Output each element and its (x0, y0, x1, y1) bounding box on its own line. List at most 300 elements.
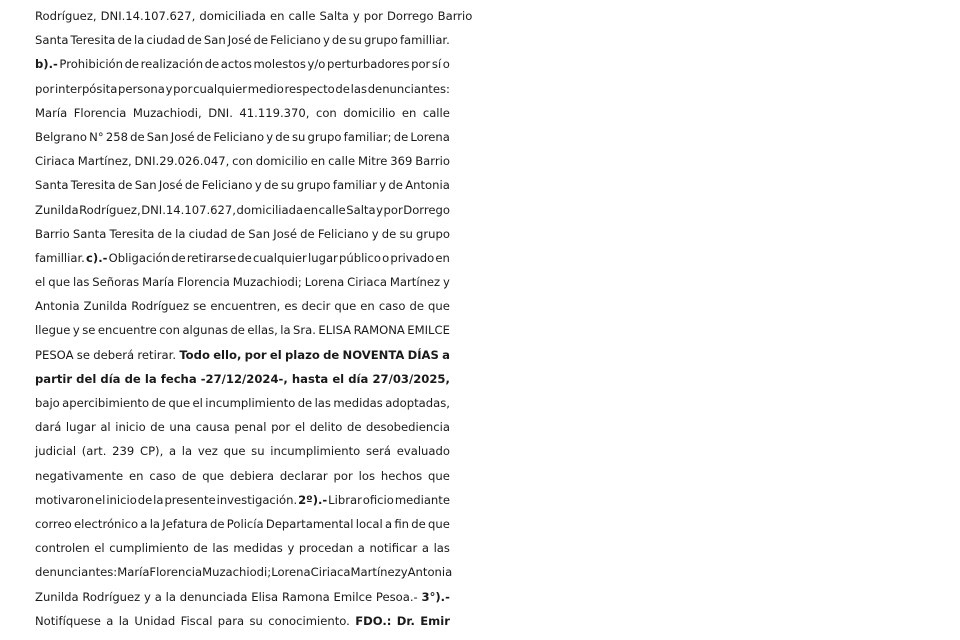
word: José (158, 178, 183, 193)
word: incumplimiento (270, 444, 361, 459)
word: domiciliada (236, 202, 304, 217)
word: de (411, 516, 426, 531)
word: a (421, 541, 429, 556)
text-line (35, 125, 450, 149)
word: Martínez, (77, 154, 132, 169)
word: por (271, 420, 291, 435)
word: evaluado (396, 444, 450, 459)
word: y (266, 129, 274, 144)
word: en (360, 299, 375, 314)
word: ello, (213, 347, 242, 362)
word: interpósita (54, 81, 118, 96)
word: cualquier (252, 250, 307, 265)
word: Ciriaca (35, 154, 75, 169)
word: su (399, 226, 413, 241)
word: desobediencia (366, 420, 450, 435)
word: Rodríguez, (79, 202, 141, 217)
word: medio (247, 81, 284, 96)
word: la (181, 444, 193, 459)
word: Belgrano (35, 129, 87, 144)
word: Emilce (333, 589, 373, 604)
word: 27/03/2025, (372, 371, 450, 386)
word: cumplimiento (109, 541, 189, 556)
word: Antonia (407, 565, 453, 580)
word: domicilio (343, 105, 396, 120)
word: de (237, 250, 252, 265)
word: que (428, 516, 450, 531)
word: fecha (160, 371, 197, 386)
word: de (388, 178, 403, 193)
word: Barrio (437, 9, 473, 23)
word: San (146, 129, 169, 144)
word: y (379, 178, 387, 193)
word: su (249, 613, 263, 628)
word: Antonia (405, 178, 450, 193)
word: la (175, 226, 186, 241)
word: por (244, 347, 267, 362)
word: en (435, 250, 450, 265)
word: familiar (332, 178, 377, 193)
text-line (35, 343, 450, 367)
word: fin (394, 516, 409, 531)
word: y (287, 541, 295, 556)
word: lugar (308, 250, 338, 265)
word: y (371, 226, 379, 241)
text-line (35, 28, 450, 52)
word: b).- (35, 57, 58, 72)
word: Teresita (109, 226, 155, 241)
word: Muzachiodi, (132, 105, 202, 120)
word: ELISA (318, 323, 352, 338)
word: Departamental (265, 516, 354, 531)
word: Rodríguez (131, 299, 190, 314)
word: de (117, 178, 133, 193)
word: en (401, 105, 417, 120)
word: motivaron (35, 492, 95, 507)
word: de (204, 57, 220, 72)
word: de (184, 178, 200, 193)
text-line (35, 294, 450, 318)
word: por (333, 468, 353, 483)
word: y (144, 589, 151, 604)
word: por (411, 57, 431, 72)
word: DNI.14.107.627, (100, 9, 196, 23)
word: electrónico (74, 516, 139, 531)
word: Martínez (350, 565, 401, 580)
word: y (254, 178, 262, 193)
word: que (428, 299, 450, 314)
text-line (35, 585, 450, 609)
text-line (35, 560, 453, 584)
word: judicial (35, 444, 77, 459)
word: adoptadas, (385, 396, 450, 410)
word: decir (301, 299, 331, 314)
word: con (232, 154, 253, 169)
word: Teresita (70, 33, 116, 48)
word: del (76, 371, 97, 386)
word: procedan (298, 541, 354, 556)
word: inicio (106, 492, 137, 507)
word: Teresita (70, 178, 116, 193)
word: de (323, 347, 340, 362)
word: que (334, 299, 357, 314)
word: y (443, 275, 450, 290)
word: José (170, 129, 195, 144)
word: de (253, 33, 269, 48)
word: y/o (307, 57, 326, 72)
word: ellas, (247, 323, 278, 338)
word: Lorena (304, 275, 345, 290)
word: las (433, 541, 450, 556)
word: grupo (307, 129, 342, 144)
word: de (137, 492, 153, 507)
word: su (280, 178, 295, 193)
word: 369 (390, 154, 413, 169)
word: apercibimiento (62, 396, 150, 410)
word: con (159, 323, 180, 338)
word: calle (288, 9, 316, 23)
word: Prohibición (59, 57, 123, 72)
word: las (212, 541, 229, 556)
word: Zunilda (83, 299, 128, 314)
word: controlen (35, 541, 90, 556)
word: familiar; (343, 129, 392, 144)
text-line (35, 415, 450, 439)
word: hasta (291, 371, 329, 386)
word: la (149, 516, 161, 531)
word: declarar (279, 468, 328, 483)
word: Florencia (177, 275, 230, 290)
word: Santa (72, 226, 107, 241)
word: de (335, 81, 350, 96)
word: de (150, 420, 165, 435)
word: Ramona (281, 589, 330, 604)
word: por (173, 81, 193, 96)
word: respecto (284, 81, 335, 96)
word: de (124, 57, 140, 72)
word: Dorrego (403, 202, 450, 217)
word: María (117, 565, 150, 580)
document-body (35, 4, 473, 633)
word: medidas (333, 396, 383, 410)
word: de (393, 129, 409, 144)
word: Todo (179, 347, 210, 362)
word: Pesoa.- (375, 589, 418, 604)
word: ciudad (188, 226, 228, 241)
word: vez (197, 444, 218, 459)
word: de (264, 178, 279, 193)
word: Ciriaca (347, 275, 387, 290)
word: de (346, 420, 362, 435)
word: las (73, 275, 90, 290)
word: de (181, 468, 197, 483)
word: Salta (346, 202, 376, 217)
word: dará (35, 420, 62, 435)
word: ciudad (146, 33, 186, 48)
word: y (376, 202, 383, 217)
word: causa (195, 420, 230, 435)
word: la (134, 33, 145, 48)
word: y (72, 323, 80, 338)
word: cualquier (193, 81, 247, 96)
word: con (315, 105, 337, 120)
text-line (35, 198, 450, 222)
text-line (35, 101, 450, 125)
word: el (294, 420, 306, 435)
word: y (352, 9, 360, 23)
word: Muzachiodi; (232, 275, 302, 290)
word: Obligación (108, 250, 171, 265)
word: medidas (233, 541, 283, 556)
word: de (193, 541, 208, 556)
word: Fiscal (180, 613, 213, 628)
word: de (275, 129, 290, 144)
word: lugar (65, 420, 96, 435)
word: el (269, 347, 282, 362)
word: por (383, 202, 403, 217)
word: Florencia (149, 565, 203, 580)
word: de (157, 226, 172, 241)
word: a (442, 347, 450, 362)
word: de (130, 129, 145, 144)
text-line (35, 173, 450, 197)
word: encuentren, (210, 299, 281, 314)
word: c).- (86, 250, 108, 265)
word: San (203, 33, 226, 48)
word: se (82, 323, 96, 338)
word: calle (328, 154, 356, 169)
word: la (165, 589, 176, 604)
word: por (363, 9, 383, 23)
word: investigación. (216, 492, 298, 507)
word: de (171, 250, 186, 265)
text-line (35, 149, 450, 173)
word: deberá (93, 347, 135, 362)
word: de (210, 516, 225, 531)
word: mediante (394, 492, 450, 507)
text-line (35, 367, 450, 391)
word: Dr. (396, 613, 415, 628)
word: DNI.14.107.627, (141, 202, 236, 217)
word: Emir (420, 613, 450, 628)
word: debiera (229, 468, 274, 483)
word: domiciliada (199, 9, 266, 23)
word: la (153, 492, 164, 507)
text-line (35, 77, 450, 101)
word: de (331, 33, 347, 48)
word: hechos (380, 468, 423, 483)
word: la (280, 323, 291, 338)
word: los (358, 468, 375, 483)
word: las (350, 81, 367, 96)
word: y (400, 565, 408, 580)
word: que (223, 444, 246, 459)
word: de (196, 129, 212, 144)
word: grupo (363, 33, 398, 48)
word: Feliciano (270, 33, 321, 48)
word: bajo (35, 396, 60, 410)
word: domicilio (255, 154, 308, 169)
text-line (35, 52, 450, 76)
word: Lorena (271, 565, 311, 580)
word: Elisa (251, 589, 279, 604)
word: Señoras (92, 275, 140, 290)
text-line (35, 512, 450, 536)
word: inicio (115, 420, 146, 435)
word: es (284, 299, 298, 314)
word: el (192, 396, 203, 410)
word: local (355, 516, 383, 531)
word: calle (318, 202, 346, 217)
word: en (310, 154, 326, 169)
word: algunas (182, 323, 228, 338)
word: Dorrego (386, 9, 434, 23)
word: 2º).- (298, 492, 328, 507)
word: para (217, 613, 245, 628)
word: penal (234, 420, 267, 435)
word: y (165, 81, 173, 96)
word: José (273, 226, 297, 241)
word: calle (422, 105, 450, 120)
text-line (35, 609, 450, 633)
word: día (100, 371, 121, 386)
word: José (227, 33, 252, 48)
word: su (348, 33, 362, 48)
word: partir (35, 371, 73, 386)
word: Antonia (35, 299, 80, 314)
text-line (35, 439, 450, 463)
word: privado (390, 250, 435, 265)
word: Unidad (134, 613, 176, 628)
word: Florencia (73, 105, 127, 120)
word: delito (309, 420, 343, 435)
word: incumplimiento (205, 396, 296, 410)
word: Santa (35, 178, 69, 193)
word: a (357, 541, 365, 556)
word: EMILCE (407, 323, 450, 338)
word: DNI. (208, 105, 233, 120)
word: Notifíquese (35, 613, 101, 628)
word: Librar (328, 492, 362, 507)
word: o (442, 57, 450, 72)
word: Ciriaca (310, 565, 351, 580)
word: llegue (35, 323, 71, 338)
word: en (303, 202, 319, 217)
word: NOVENTA (342, 347, 405, 362)
text-line (35, 4, 473, 28)
word: el (35, 275, 46, 290)
word: Lorena (410, 129, 450, 144)
text-line (35, 270, 450, 294)
word: de (124, 371, 141, 386)
word: Zunilda (35, 589, 79, 604)
word: al (100, 420, 111, 435)
word: a (140, 516, 148, 531)
word: el (95, 492, 106, 507)
word: denunciantes: (367, 81, 450, 96)
word: RAMONA (353, 323, 405, 338)
word: persona (118, 81, 165, 96)
text-line (35, 536, 450, 560)
word: 3°).- (421, 589, 450, 604)
word: realización (140, 57, 204, 72)
word: CP), (139, 444, 164, 459)
word: notificar (369, 541, 418, 556)
word: a (154, 589, 162, 604)
word: en (129, 468, 144, 483)
word: Muzachiodi; (202, 565, 272, 580)
word: (art. (81, 444, 107, 459)
word: plazo (285, 347, 320, 362)
word: por (35, 81, 55, 96)
word: molestos (253, 57, 306, 72)
word: familliar. (399, 33, 450, 48)
word: de (409, 299, 424, 314)
word: Barrio (415, 154, 450, 169)
word: Barrio (35, 226, 70, 241)
word: Jefatura (162, 516, 208, 531)
text-line (35, 318, 450, 342)
word: denunciantes: (35, 565, 118, 580)
word: perturbadores (326, 57, 410, 72)
word: público (339, 250, 381, 265)
word: 41.119.370, (239, 105, 310, 120)
word: el (332, 371, 345, 386)
word: negativamente (35, 468, 124, 483)
word: Martínez (389, 275, 441, 290)
word: de (230, 323, 245, 338)
word: Rodríguez, (35, 9, 97, 23)
word: Salta (319, 9, 349, 23)
word: caso (149, 468, 176, 483)
word: Sra. (293, 323, 316, 338)
word: y (322, 33, 330, 48)
word: Policía (226, 516, 264, 531)
word: que (48, 275, 71, 290)
word: o (382, 250, 390, 265)
word: de (300, 226, 315, 241)
word: actos (220, 57, 252, 72)
word: de (297, 396, 313, 410)
word: encuentre (97, 323, 157, 338)
word: -27/12/2024-, (200, 371, 288, 386)
word: Zunilda (35, 202, 79, 217)
word: Feliciano (317, 226, 369, 241)
word: la (118, 613, 130, 628)
word: FDO.: (355, 613, 392, 628)
word: PESOA (35, 347, 74, 362)
word: la (144, 371, 157, 386)
word: a (168, 444, 177, 459)
word: Feliciano (201, 178, 253, 193)
word: retirarse (186, 250, 237, 265)
word: el (94, 541, 105, 556)
word: caso (378, 299, 406, 314)
word: su (291, 129, 306, 144)
word: a (106, 613, 114, 628)
word: 239 (112, 444, 135, 459)
word: será (365, 444, 392, 459)
word: a (384, 516, 393, 531)
word: María (35, 105, 68, 120)
word: grupo (296, 178, 331, 193)
word: oficio (362, 492, 394, 507)
word: las (314, 396, 331, 410)
word: en (269, 9, 285, 23)
word: de (187, 33, 202, 48)
word: sí (431, 57, 442, 72)
word: 258 (105, 129, 128, 144)
